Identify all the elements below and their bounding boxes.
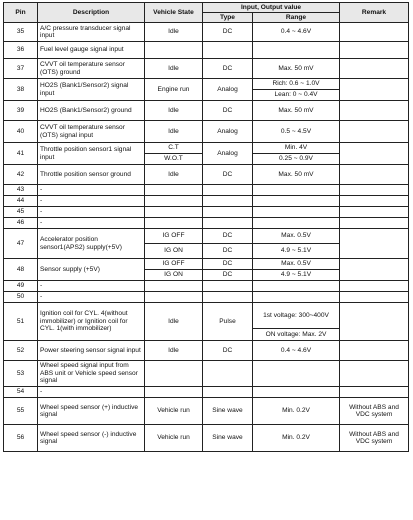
header-io-value: Input, Output value	[203, 3, 340, 13]
vehicle-state	[145, 281, 203, 292]
signal-range: Max. 50 mV	[253, 165, 340, 185]
header-pin: Pin	[4, 3, 38, 23]
signal-range: Max. 0.5V	[253, 229, 340, 244]
signal-range	[253, 207, 340, 218]
vehicle-state	[145, 292, 203, 303]
vehicle-state: Vehicle run	[145, 398, 203, 425]
header-vehicle-state: Vehicle State	[145, 3, 203, 23]
signal-type	[203, 281, 253, 292]
pin-description: HO2S (Bank1/Sensor2) ground	[38, 101, 145, 121]
vehicle-state: Idle	[145, 165, 203, 185]
signal-type: DC	[203, 101, 253, 121]
table-row	[4, 281, 409, 292]
remark	[340, 218, 409, 229]
vehicle-state: Idle	[145, 121, 203, 143]
table-row	[4, 23, 409, 42]
signal-type	[203, 185, 253, 196]
pin-number: 56	[4, 425, 38, 452]
remark: Without ABS and VDC system	[340, 398, 409, 425]
signal-range	[253, 361, 340, 387]
remark	[340, 303, 409, 341]
vehicle-state: Vehicle run	[145, 425, 203, 452]
remark	[340, 42, 409, 59]
signal-range: Max. 0.5V	[253, 259, 340, 270]
signal-type	[203, 207, 253, 218]
remark	[340, 387, 409, 398]
vehicle-state: C.T	[145, 143, 203, 154]
pin-number: 41	[4, 143, 38, 165]
pin-description: Fuel level gauge signal input	[38, 42, 145, 59]
table-row	[4, 79, 409, 90]
signal-range	[253, 196, 340, 207]
signal-type: Analog	[203, 79, 253, 101]
pin-description: Wheel speed signal input from ABS unit or Vehicle speed sensor signal	[38, 361, 145, 387]
pin-description: -	[38, 218, 145, 229]
signal-range-2: 0.25 ~ 0.9V	[253, 154, 340, 165]
signal-type	[203, 218, 253, 229]
pin-number: 38	[4, 79, 38, 101]
pin-number: 40	[4, 121, 38, 143]
signal-range: Min. 0.2V	[253, 398, 340, 425]
vehicle-state	[145, 185, 203, 196]
pin-description: -	[38, 185, 145, 196]
pin-number: 51	[4, 303, 38, 341]
vehicle-state-2: IG ON	[145, 270, 203, 281]
signal-range-2: 4.9 ~ 5.1V	[253, 270, 340, 281]
signal-type: Sine wave	[203, 425, 253, 452]
table-row	[4, 341, 409, 361]
remark	[340, 259, 409, 281]
signal-range: 0.5 ~ 4.5V	[253, 121, 340, 143]
pin-number: 47	[4, 229, 38, 259]
vehicle-state: Idle	[145, 303, 203, 341]
signal-range: Min. 0.2V	[253, 425, 340, 452]
pin-number: 42	[4, 165, 38, 185]
signal-range	[253, 185, 340, 196]
table-row	[4, 101, 409, 121]
pin-number: 35	[4, 23, 38, 42]
remark	[340, 101, 409, 121]
pin-number: 48	[4, 259, 38, 281]
remark	[340, 23, 409, 42]
signal-range-2: 4.9 ~ 5.1V	[253, 244, 340, 259]
signal-range: Max. 50 mV	[253, 101, 340, 121]
pin-description: -	[38, 292, 145, 303]
table-row	[4, 165, 409, 185]
table-row	[4, 218, 409, 229]
remark	[340, 341, 409, 361]
header-row-1	[4, 3, 409, 13]
pin-number: 36	[4, 42, 38, 59]
table-row	[4, 361, 409, 387]
pin-number: 44	[4, 196, 38, 207]
signal-type	[203, 387, 253, 398]
signal-type: DC	[203, 259, 253, 270]
pin-description: Throttle position sensor ground	[38, 165, 145, 185]
table-row	[4, 196, 409, 207]
vehicle-state: Idle	[145, 101, 203, 121]
table-row	[4, 42, 409, 59]
table-row	[4, 207, 409, 218]
pin-description: Accelerator position sensor1(APS2) supply(+5V)	[38, 229, 145, 259]
signal-range	[253, 292, 340, 303]
table-row	[4, 398, 409, 425]
pin-description: -	[38, 281, 145, 292]
signal-range-2: ON voltage: Max. 2V	[253, 329, 340, 341]
pin-number: 43	[4, 185, 38, 196]
signal-range: 0.4 ~ 4.6V	[253, 341, 340, 361]
remark	[340, 229, 409, 259]
vehicle-state: IG OFF	[145, 229, 203, 244]
table-row	[4, 121, 409, 143]
remark	[340, 361, 409, 387]
signal-type: Analog	[203, 143, 253, 165]
signal-type	[203, 361, 253, 387]
pin-number: 49	[4, 281, 38, 292]
signal-type: DC	[203, 23, 253, 42]
vehicle-state	[145, 387, 203, 398]
table-row	[4, 292, 409, 303]
remark	[340, 165, 409, 185]
signal-range: Max. 50 mV	[253, 59, 340, 79]
signal-range: Rich: 0.6 ~ 1.0V	[253, 79, 340, 90]
remark	[340, 79, 409, 101]
signal-type: Sine wave	[203, 398, 253, 425]
signal-type: DC	[203, 59, 253, 79]
signal-type	[203, 42, 253, 59]
signal-range: 0.4 ~ 4.6V	[253, 23, 340, 42]
signal-range	[253, 42, 340, 59]
remark	[340, 121, 409, 143]
signal-range	[253, 387, 340, 398]
signal-range: 1st voltage: 300~400V	[253, 303, 340, 329]
remark	[340, 281, 409, 292]
table-row	[4, 303, 409, 329]
signal-type: Pulse	[203, 303, 253, 341]
pin-number: 55	[4, 398, 38, 425]
vehicle-state: Engine run	[145, 79, 203, 101]
table-row	[4, 59, 409, 79]
pin-description: CVVT oil temperature sensor (OTS) signal input	[38, 121, 145, 143]
table-row	[4, 185, 409, 196]
vehicle-state: Idle	[145, 59, 203, 79]
pin-table	[3, 2, 409, 452]
remark	[340, 292, 409, 303]
pin-number: 54	[4, 387, 38, 398]
vehicle-state	[145, 207, 203, 218]
signal-type: DC	[203, 341, 253, 361]
pin-description: Wheel speed sensor (+) inductive signal	[38, 398, 145, 425]
header-type: Type	[203, 13, 253, 23]
signal-type-2: DC	[203, 244, 253, 259]
signal-range	[253, 281, 340, 292]
table-row	[4, 259, 409, 270]
pin-description: Throttle position sensor1 signal input	[38, 143, 145, 165]
remark	[340, 59, 409, 79]
remark	[340, 143, 409, 165]
signal-type-2: DC	[203, 270, 253, 281]
pin-number: 50	[4, 292, 38, 303]
vehicle-state-2: W.O.T	[145, 154, 203, 165]
header-range: Range	[253, 13, 340, 23]
pin-number: 52	[4, 341, 38, 361]
signal-type	[203, 292, 253, 303]
pin-number: 53	[4, 361, 38, 387]
table-row	[4, 143, 409, 154]
pin-description: -	[38, 196, 145, 207]
vehicle-state	[145, 196, 203, 207]
pin-number: 45	[4, 207, 38, 218]
pin-description: A/C pressure transducer signal input	[38, 23, 145, 42]
vehicle-state	[145, 361, 203, 387]
signal-range: Min. 4V	[253, 143, 340, 154]
pin-description: Wheel speed sensor (-) inductive signal	[38, 425, 145, 452]
pin-description: Ignition coil for CYL. 4(without immobilizer) or Ignition coil for CYL. 1(with immobilizer)	[38, 303, 145, 341]
table-row	[4, 229, 409, 244]
vehicle-state: Idle	[145, 341, 203, 361]
remark: Without ABS and VDC system	[340, 425, 409, 452]
pin-description: -	[38, 207, 145, 218]
vehicle-state	[145, 42, 203, 59]
remark	[340, 207, 409, 218]
pin-description: HO2S (Bank1/Sensor2) signal input	[38, 79, 145, 101]
pin-number: 37	[4, 59, 38, 79]
signal-type: DC	[203, 229, 253, 244]
header-description: Description	[38, 3, 145, 23]
signal-range-2: Lean: 0 ~ 0.4V	[253, 90, 340, 101]
signal-range	[253, 218, 340, 229]
pin-description: Sensor supply (+5V)	[38, 259, 145, 281]
table-row	[4, 387, 409, 398]
pin-description: Power steering sensor signal input	[38, 341, 145, 361]
vehicle-state: Idle	[145, 23, 203, 42]
pin-description: -	[38, 387, 145, 398]
table-row	[4, 425, 409, 452]
vehicle-state-2: IG ON	[145, 244, 203, 259]
vehicle-state: IG OFF	[145, 259, 203, 270]
pin-number: 39	[4, 101, 38, 121]
pin-number: 46	[4, 218, 38, 229]
signal-type: Analog	[203, 121, 253, 143]
remark	[340, 185, 409, 196]
remark	[340, 196, 409, 207]
header-remark: Remark	[340, 3, 409, 23]
signal-type	[203, 196, 253, 207]
signal-type: DC	[203, 165, 253, 185]
pin-description: CVVT oil temperature sensor (OTS) ground	[38, 59, 145, 79]
vehicle-state	[145, 218, 203, 229]
